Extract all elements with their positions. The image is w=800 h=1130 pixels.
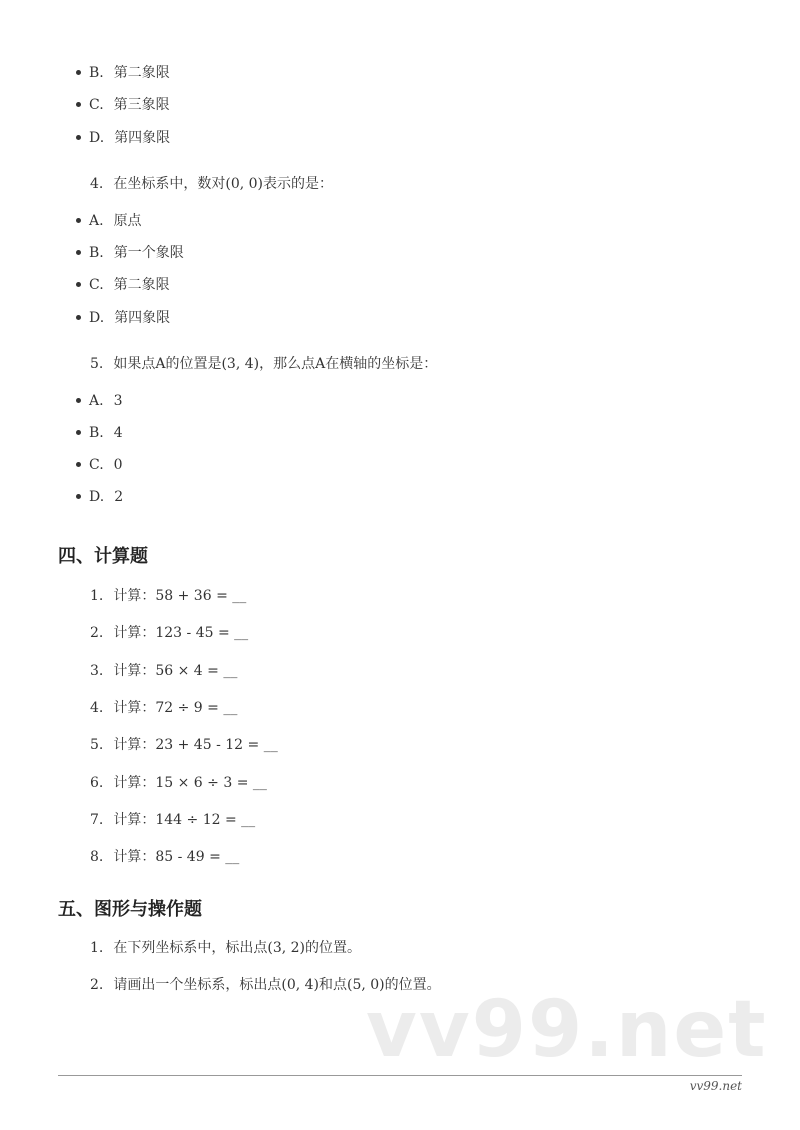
item-text: 请画出一个坐标系，标出点(0, 4)和点(5, 0)的位置。 bbox=[113, 977, 441, 993]
question-text: 在坐标系中，数对(0, 0)表示的是： bbox=[113, 176, 333, 192]
list-item bbox=[90, 810, 255, 830]
item-text: 计算：85 - 49 = __ bbox=[113, 849, 240, 865]
option-letter: C. bbox=[89, 97, 104, 113]
item-text: 计算：123 - 45 = __ bbox=[113, 625, 249, 641]
option-letter: C. bbox=[89, 457, 104, 473]
item-text: 计算：58 + 36 = __ bbox=[113, 588, 247, 604]
list-item bbox=[76, 308, 170, 328]
bullet-icon bbox=[76, 315, 81, 320]
footer-divider bbox=[58, 1075, 742, 1076]
option-letter: D. bbox=[89, 130, 105, 146]
list-item bbox=[76, 128, 170, 148]
item-text: 计算：56 × 4 = __ bbox=[113, 663, 238, 679]
bullet-icon bbox=[76, 462, 81, 467]
question-5 bbox=[90, 354, 437, 374]
option-letter: B. bbox=[89, 425, 104, 441]
option-text: 2 bbox=[114, 489, 124, 505]
item-number: 5. bbox=[90, 737, 104, 753]
list-item bbox=[90, 623, 248, 643]
item-text: 计算：23 + 45 - 12 = __ bbox=[113, 737, 278, 753]
list-item bbox=[90, 847, 239, 867]
list-item bbox=[76, 63, 170, 83]
option-letter: C. bbox=[89, 277, 104, 293]
bullet-icon bbox=[76, 250, 81, 255]
list-item bbox=[76, 275, 170, 295]
section-heading-geometry: 五、图形与操作题 bbox=[58, 899, 202, 920]
option-letter: B. bbox=[89, 65, 104, 81]
list-item bbox=[76, 211, 142, 231]
option-text: 0 bbox=[113, 457, 123, 473]
option-text: 第四象限 bbox=[114, 130, 171, 146]
option-letter: B. bbox=[89, 245, 104, 261]
option-letter: D. bbox=[89, 310, 105, 326]
list-item bbox=[76, 487, 123, 507]
item-text: 计算：72 ÷ 9 = __ bbox=[113, 700, 238, 716]
list-item bbox=[90, 661, 237, 681]
item-number: 3. bbox=[90, 663, 104, 679]
item-number: 2. bbox=[90, 625, 104, 641]
question-4 bbox=[90, 174, 333, 194]
item-text: 计算：15 × 6 ÷ 3 = __ bbox=[113, 775, 267, 791]
question-number: 5. bbox=[90, 356, 104, 372]
watermark: vv99.net bbox=[366, 985, 768, 1075]
footer-site-label: vv99.net bbox=[689, 1079, 742, 1093]
item-number: 1. bbox=[90, 588, 104, 604]
bullet-icon bbox=[76, 218, 81, 223]
section-heading-calculation: 四、计算题 bbox=[58, 546, 148, 567]
bullet-icon bbox=[76, 282, 81, 287]
list-item bbox=[90, 698, 237, 718]
item-number: 8. bbox=[90, 849, 104, 865]
option-text: 第四象限 bbox=[114, 310, 171, 326]
item-text: 在下列坐标系中，标出点(3, 2)的位置。 bbox=[113, 940, 361, 956]
option-letter: D. bbox=[89, 489, 105, 505]
option-text: 第三象限 bbox=[113, 97, 170, 113]
list-item bbox=[90, 773, 267, 793]
list-item bbox=[76, 455, 123, 475]
option-text: 原点 bbox=[113, 213, 142, 229]
item-number: 4. bbox=[90, 700, 104, 716]
option-letter: A. bbox=[89, 393, 104, 409]
item-number: 2. bbox=[90, 977, 104, 993]
option-text: 第二象限 bbox=[113, 277, 170, 293]
bullet-icon bbox=[76, 70, 81, 75]
item-number: 7. bbox=[90, 812, 104, 828]
bullet-icon bbox=[76, 102, 81, 107]
item-text: 计算：144 ÷ 12 = __ bbox=[113, 812, 256, 828]
option-text: 第二象限 bbox=[113, 65, 170, 81]
question-text: 如果点A的位置是(3, 4)，那么点A在横轴的坐标是： bbox=[113, 356, 438, 372]
bullet-icon bbox=[76, 430, 81, 435]
option-letter: A. bbox=[89, 213, 104, 229]
list-item bbox=[76, 391, 122, 411]
list-item bbox=[90, 938, 361, 958]
option-text: 第一个象限 bbox=[113, 245, 184, 261]
item-number: 6. bbox=[90, 775, 104, 791]
list-item bbox=[90, 586, 246, 606]
list-item bbox=[76, 95, 170, 115]
bullet-icon bbox=[76, 398, 81, 403]
question-number: 4. bbox=[90, 176, 104, 192]
bullet-icon bbox=[76, 135, 81, 140]
option-text: 3 bbox=[113, 393, 123, 409]
list-item bbox=[76, 243, 184, 263]
item-number: 1. bbox=[90, 940, 104, 956]
list-item bbox=[76, 423, 123, 443]
list-item bbox=[90, 735, 278, 755]
bullet-icon bbox=[76, 494, 81, 499]
option-text: 4 bbox=[113, 425, 123, 441]
